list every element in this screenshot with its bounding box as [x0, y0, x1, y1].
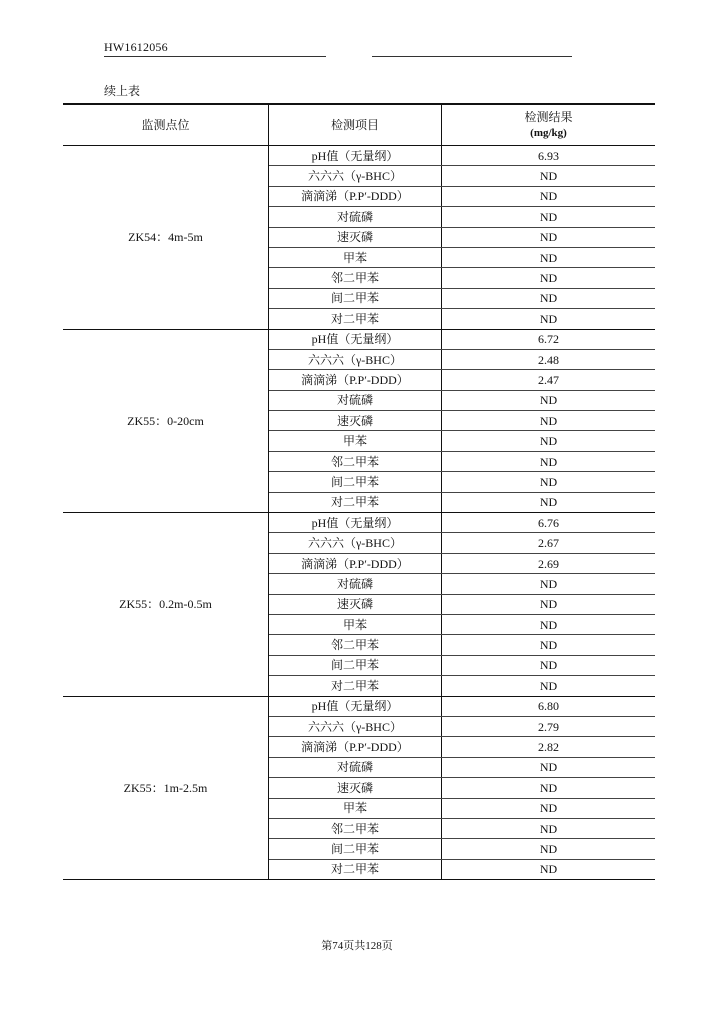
result-cell: ND [539, 678, 558, 693]
result-cell: ND [442, 655, 656, 675]
item-cell: pH值（无量纲） [269, 513, 442, 533]
item-cell: 滴滴涕（P.P′-DDD） [269, 737, 442, 757]
result-cell: ND [539, 495, 558, 510]
header-result [442, 104, 656, 146]
item-cell: 甲苯 [269, 247, 442, 267]
header-item: 检测项目 [269, 104, 442, 146]
item-cell: pH值（无量纲） [269, 329, 442, 349]
item-cell: 六六六（γ-BHC） [269, 166, 442, 186]
item-cell: 六六六（γ-BHC） [269, 349, 442, 369]
site-group [63, 513, 655, 697]
header-result-label: 检测结果 [524, 110, 573, 124]
result-cell: ND [442, 247, 656, 267]
item-cell: 速灭磷 [269, 594, 442, 614]
item-cell: 滴滴涕（P.P′-DDD） [269, 370, 442, 390]
item-cell: 甲苯 [269, 798, 442, 818]
item-cell: pH值（无量纲） [269, 146, 442, 166]
header-rule-right [372, 56, 572, 57]
result-cell: ND [442, 614, 656, 634]
item-cell: 邻二甲苯 [269, 268, 442, 288]
header-row [63, 104, 655, 146]
result-cell: ND [442, 411, 656, 431]
result-cell: ND [442, 390, 656, 410]
result-cell: ND [442, 818, 656, 838]
item-cell: 六六六（γ-BHC） [269, 716, 442, 736]
item-cell: 邻二甲苯 [269, 635, 442, 655]
item-cell: 对硫磷 [269, 207, 442, 227]
result-cell: 6.93 [442, 146, 656, 166]
table-row [63, 146, 655, 166]
site-group [63, 146, 655, 330]
site-cell: ZK54：4m-5m [63, 146, 269, 330]
result-cell: 6.76 [442, 513, 656, 533]
table-row [63, 329, 655, 349]
header-site: 监测点位 [63, 104, 269, 146]
item-cell: 滴滴涕（P.P′-DDD） [269, 553, 442, 573]
item-cell: 对硫磷 [269, 757, 442, 777]
result-cell: ND [442, 778, 656, 798]
result-cell: ND [442, 757, 656, 777]
result-cell: ND [539, 311, 558, 326]
result-cell: ND [442, 186, 656, 206]
item-cell: 速灭磷 [269, 411, 442, 431]
result-cell: ND [442, 288, 656, 308]
result-cell: ND [539, 862, 558, 877]
item-cell: 间二甲苯 [269, 472, 442, 492]
result-cell: ND [442, 268, 656, 288]
item-cell: 间二甲苯 [269, 655, 442, 675]
result-cell: ND [442, 594, 656, 614]
site-cell: ZK55：0.2m-0.5m [63, 513, 269, 697]
result-cell: ND [442, 207, 656, 227]
result-cell: ND [442, 839, 656, 859]
result-cell: ND [442, 166, 656, 186]
item-cell: 对二甲苯 [269, 859, 442, 879]
table-caption: 续上表 [104, 84, 141, 98]
result-cell: 2.48 [442, 349, 656, 369]
result-cell: ND [442, 227, 656, 247]
item-cell: pH值（无量纲） [269, 696, 442, 716]
result-cell: 2.69 [442, 553, 656, 573]
item-cell: 对二甲苯 [269, 492, 442, 512]
table-header [63, 104, 655, 146]
header-result-unit: (mg/kg) [530, 127, 567, 139]
result-cell: ND [442, 431, 656, 451]
result-cell: ND [442, 472, 656, 492]
result-cell: ND [442, 574, 656, 594]
result-cell: ND [442, 451, 656, 471]
result-cell: 2.82 [442, 737, 656, 757]
item-cell: 对二甲苯 [269, 676, 442, 696]
site-cell: ZK55：1m-2.5m [63, 696, 269, 880]
item-cell: 邻二甲苯 [269, 451, 442, 471]
item-cell: 对硫磷 [269, 390, 442, 410]
page-number: 第74页共128页 [321, 940, 393, 952]
item-cell: 对硫磷 [269, 574, 442, 594]
result-cell: 2.79 [442, 716, 656, 736]
item-cell: 对二甲苯 [269, 309, 442, 329]
site-group [63, 329, 655, 513]
result-cell: 6.72 [442, 329, 656, 349]
table-row [63, 696, 655, 716]
item-cell: 邻二甲苯 [269, 818, 442, 838]
item-cell: 六六六（γ-BHC） [269, 533, 442, 553]
result-cell: ND [442, 635, 656, 655]
item-cell: 间二甲苯 [269, 288, 442, 308]
header-rule-left [104, 56, 326, 57]
report-code: HW1612056 [104, 40, 168, 54]
item-cell: 滴滴涕（P.P′-DDD） [269, 186, 442, 206]
item-cell: 速灭磷 [269, 778, 442, 798]
item-cell: 甲苯 [269, 431, 442, 451]
result-cell: 2.67 [442, 533, 656, 553]
table-row [63, 513, 655, 533]
result-cell: ND [442, 798, 656, 818]
result-cell: 6.80 [442, 696, 656, 716]
site-cell: ZK55：0-20cm [63, 329, 269, 513]
item-cell: 甲苯 [269, 614, 442, 634]
result-cell: 2.47 [442, 370, 656, 390]
site-group [63, 696, 655, 880]
item-cell: 速灭磷 [269, 227, 442, 247]
item-cell: 间二甲苯 [269, 839, 442, 859]
results-table [63, 103, 655, 880]
